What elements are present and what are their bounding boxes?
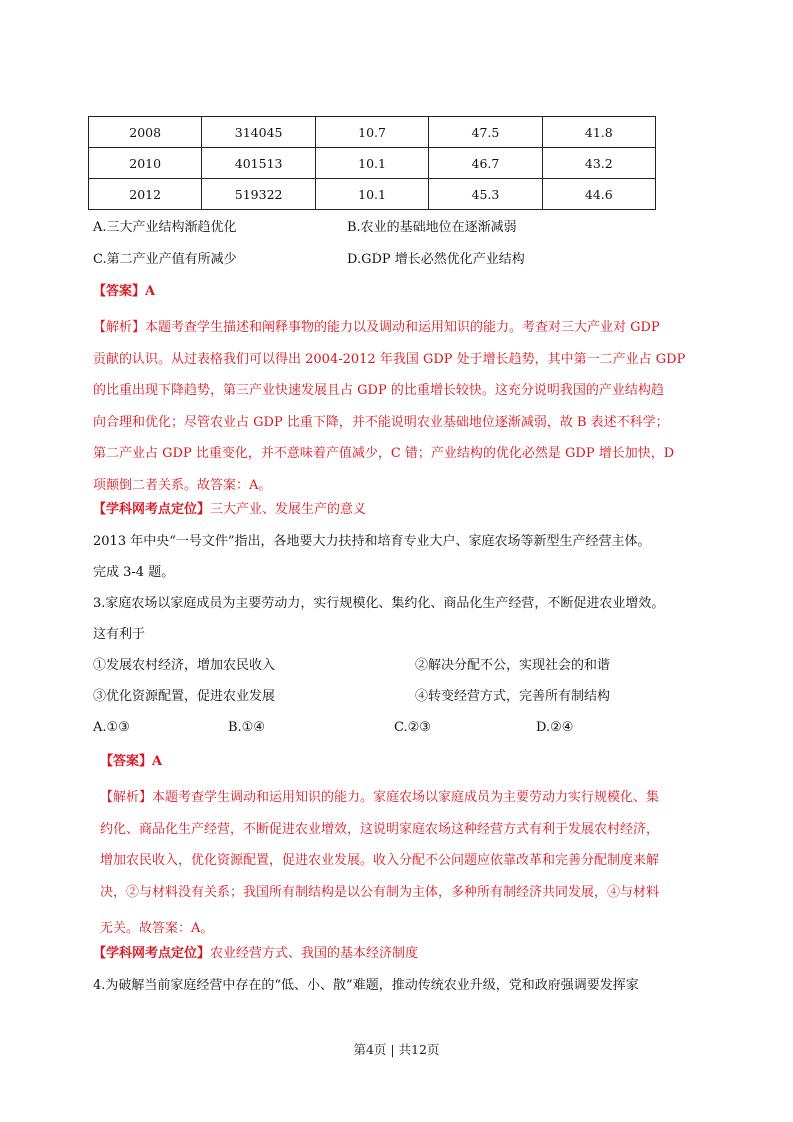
q3-item-2: ②解决分配不公，实现社会的和谐 xyxy=(415,658,611,673)
table-row xyxy=(89,117,656,148)
q2-answer: 【答案】A xyxy=(93,284,156,299)
knowledge-point-text: 三大产业、发展生产的意义 xyxy=(210,502,367,517)
q3-choice-b: B.①④ xyxy=(228,720,265,735)
q3-item-3: ③优化资源配置，促进农业发展 xyxy=(93,689,276,704)
q3-stem-line-1: 3.家庭农场以家庭成员为主要劳动力，实行规模化、集约化、商品化生产经营，不断促进农业增效。 xyxy=(93,596,665,611)
q3-choice-c: C.②③ xyxy=(394,720,431,735)
q2-option-c: C.第二产业产值有所减少 xyxy=(93,252,237,267)
analysis-line: 的比重出现下降趋势，第三产业快速发展且占 GDP 的比重增长较快。这充分说明我国的产业结构趋 xyxy=(93,383,664,398)
knowledge-point-text: 农业经营方式、我国的基本经济制度 xyxy=(210,946,419,961)
analysis-line: 向合理和优化；尽管农业占 GDP 比重下降，并不能说明农业基础地位逐渐减弱，故 B 表述不科学； xyxy=(93,414,669,430)
table-cell: 2010 xyxy=(89,148,202,179)
q2-analysis xyxy=(93,312,705,501)
q4-stem: 4.为破解当前家庭经营中存在的“低、小、散”难题，推动传统农业升级，党和政府强调要发挥家 xyxy=(93,978,639,993)
table-cell: 47.5 xyxy=(429,117,542,148)
table-cell: 10.1 xyxy=(315,148,428,179)
q3-choice-d: D.②④ xyxy=(536,720,574,735)
table-cell: 10.7 xyxy=(315,117,428,148)
q3-analysis xyxy=(100,782,706,945)
analysis-line: 贡献的认识。从过表格我们可以得出 2004-2012 年我国 GDP 处于增长趋势，其中第一二产业占 GDP xyxy=(93,351,686,367)
knowledge-point-label: 【学科网考点定位】 xyxy=(93,502,211,517)
table-cell: 519322 xyxy=(202,179,316,210)
q2-knowledge-point xyxy=(93,500,707,520)
table-cell: 10.1 xyxy=(315,179,428,210)
table-row xyxy=(89,179,656,210)
knowledge-point-label: 【学科网考点定位】 xyxy=(93,946,211,961)
intro-line-2: 完成 3-4 题。 xyxy=(93,565,175,580)
analysis-line: 约化、商品化生产经营，不断促进农业增效，这说明家庭农场这种经营方式有利于发展农村经济， xyxy=(100,821,660,837)
q3-knowledge-point xyxy=(93,944,707,964)
analysis-line: 无关。故答案：A。 xyxy=(100,921,214,936)
q3-choice-a: A.①③ xyxy=(93,720,130,735)
analysis-line: 【解析】本题考查学生调动和运用知识的能力。家庭农场以家庭成员为主要劳动力实行规模化、集 xyxy=(100,790,660,805)
table-cell: 314045 xyxy=(202,117,316,148)
q3-item-4: ④转变经营方式，完善所有制结构 xyxy=(415,689,611,704)
analysis-line: 【解析】本题考查学生描述和阐释事物的能力以及调动和运用知识的能力。考查对三大产业对 GDP xyxy=(93,320,660,335)
table-cell: 43.2 xyxy=(542,148,655,179)
analysis-line: 项颠倒二者关系。故答案：A。 xyxy=(93,477,272,493)
table-cell: 2008 xyxy=(89,117,202,148)
table-cell: 45.3 xyxy=(429,179,542,210)
data-table xyxy=(88,116,656,210)
q2-option-d: D.GDP 增长必然优化产业结构 xyxy=(347,252,525,267)
intro-line-1: 2013 年中央“一号文件”指出，各地要大力扶持和培育专业大户、家庭农场等新型生产经营主体。 xyxy=(93,534,651,549)
table-row xyxy=(89,148,656,179)
table-cell: 401513 xyxy=(202,148,316,179)
analysis-line: 第二产业占 GDP 比重变化，并不意味着产值减少，C 错；产业结构的优化必然是 GDP 增长加快，D xyxy=(93,446,675,461)
page-footer: 第4页 | 共12页 xyxy=(353,1042,440,1057)
q2-option-b: B.农业的基础地位在逐渐减弱 xyxy=(347,220,517,235)
q3-item-1: ①发展农村经济，增加农民收入 xyxy=(93,658,276,673)
table-cell: 2012 xyxy=(89,179,202,210)
analysis-line: 增加农民收入，优化资源配置，促进农业发展。收入分配不公问题应依靠改革和完善分配制度来解 xyxy=(100,853,660,868)
q3-answer: 【答案】A xyxy=(100,754,163,769)
table-cell: 46.7 xyxy=(429,148,542,179)
table-body xyxy=(89,117,656,210)
analysis-line: 决，②与材料没有关系；我国所有制结构是以公有制为主体，多种所有制经济共同发展，④与材料 xyxy=(100,884,660,900)
q2-option-a: A.三大产业结构渐趋优化 xyxy=(93,220,237,235)
table-cell: 44.6 xyxy=(542,179,655,210)
q3-stem-line-2: 这有利于 xyxy=(93,627,146,642)
table-cell: 41.8 xyxy=(542,117,655,148)
